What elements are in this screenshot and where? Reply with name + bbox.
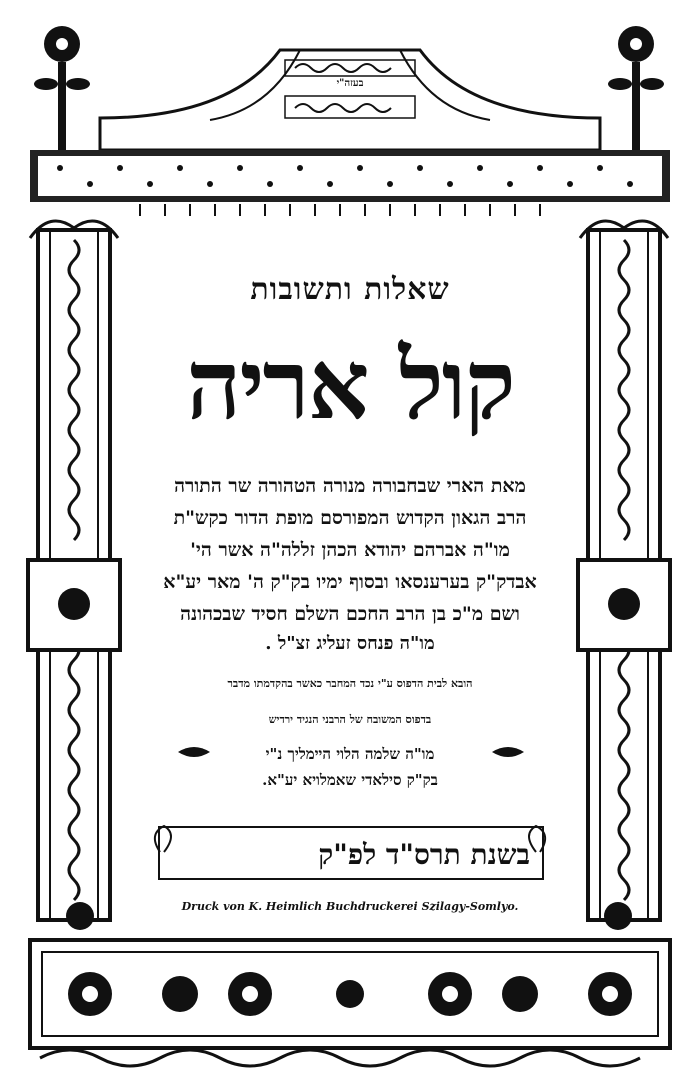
printer-imprint: Druck von K. Heimlich Buchdruckerei Szilagy-Somlyo.: [181, 900, 519, 913]
year-text: בשנת תרס"ד לפ"ק: [318, 838, 530, 871]
editor-note: הובא לבית הדפוס ע"י נכד המחבר כאשר בהקדמתו מדבר: [227, 677, 473, 690]
publisher-city: בק"ק סילאדי שאמלויא יע"א.: [262, 771, 438, 789]
press-line: בדפוס המשובח של הרבני הנגיד ירדיש: [268, 713, 432, 726]
body-line-1: מאת הארי שבחבורה מנורה הטהורה שר התורה: [174, 475, 526, 497]
body-line-4: אבדק"ק בערענסאו ובסוף ימיו בק"ק ה' מאר יע"א: [163, 571, 537, 593]
page-title: קול אריה: [186, 328, 514, 441]
body-line-5: ושם מ"כ בן הרב החכם השלם חסיד שבכהונה: [180, 603, 520, 625]
body-line-6: מו"ה פנחס זעליג זצ"ל .: [265, 633, 435, 654]
publisher-name: מו"ה שלמה הלוי הײמליך נ"י: [265, 745, 435, 763]
subtitle: שאלות ותשובות: [250, 272, 450, 307]
body-line-3: מו"ה אברהם יהודא הכהן זללה"ה אשר הי': [190, 539, 510, 561]
body-line-2: הרב הגאון הקדוש המפורסם מופת הדור כקש"ת: [173, 507, 527, 529]
year-cartouche: [158, 826, 544, 880]
top-banner-text: בעזה"י: [336, 78, 364, 89]
